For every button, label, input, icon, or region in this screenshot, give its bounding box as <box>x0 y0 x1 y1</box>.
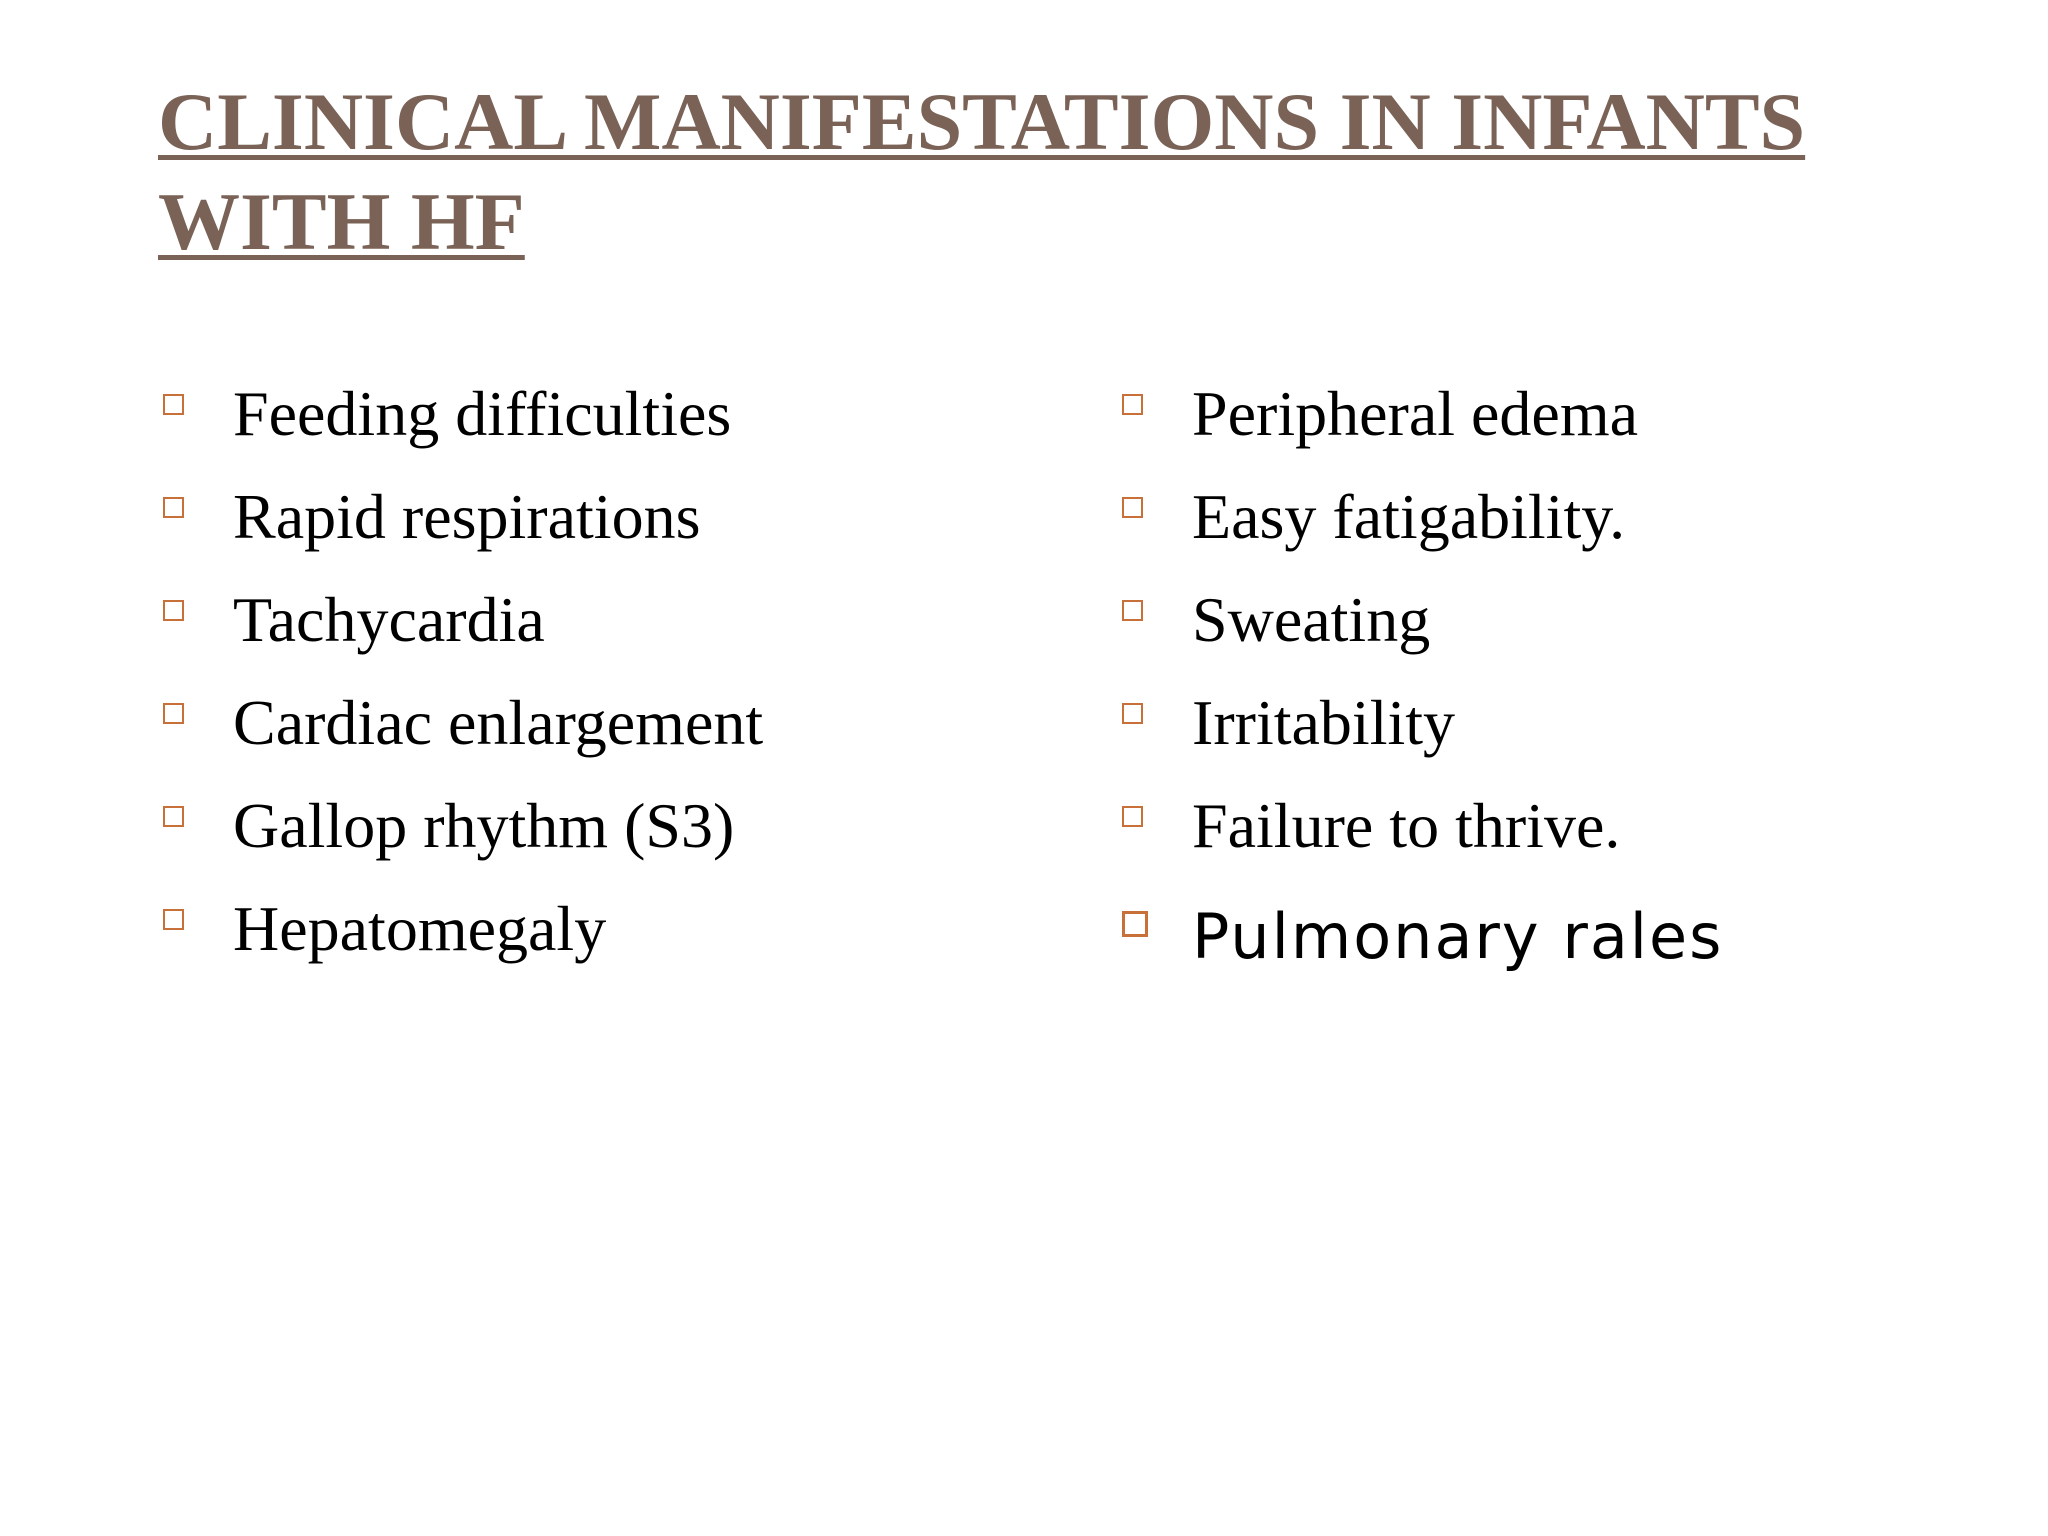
list-item-label: Peripheral edema <box>1192 378 1638 449</box>
list-item <box>158 877 1058 980</box>
list-item-label: Gallop rhythm (S3) <box>233 790 735 861</box>
list-item <box>1117 465 2017 568</box>
list-item-label: Cardiac enlargement <box>233 687 764 758</box>
square-bullet-icon <box>163 909 184 930</box>
list-item <box>158 568 1058 671</box>
list-item-label: Hepatomegaly <box>233 893 607 964</box>
list-item-label: Sweating <box>1192 584 1431 655</box>
square-bullet-icon <box>163 600 184 621</box>
list-item <box>158 465 1058 568</box>
right-bullet-list <box>1117 362 2017 997</box>
list-item <box>158 774 1058 877</box>
list-item <box>158 671 1058 774</box>
square-bullet-icon <box>1122 394 1143 415</box>
square-bullet-icon <box>1122 911 1148 937</box>
square-bullet-icon <box>1122 703 1143 724</box>
list-item <box>1117 362 2017 465</box>
list-item-label: Rapid respirations <box>233 481 701 552</box>
list-item <box>1117 568 2017 671</box>
list-item-label: Irritability <box>1192 687 1456 758</box>
square-bullet-icon <box>163 703 184 724</box>
square-bullet-icon <box>163 806 184 827</box>
list-item-label: Tachycardia <box>233 584 545 655</box>
square-bullet-icon <box>1122 600 1143 621</box>
square-bullet-icon <box>1122 806 1143 827</box>
list-item <box>1117 877 2017 997</box>
list-item <box>1117 774 2017 877</box>
list-item-label: Pulmonary rales <box>1192 900 1724 973</box>
list-item <box>158 362 1058 465</box>
slide-title: CLINICAL MANIFESTATIONS IN INFANTS WITH HF <box>158 76 1806 267</box>
left-bullet-list <box>158 362 1058 980</box>
square-bullet-icon <box>163 497 184 518</box>
list-item <box>1117 671 2017 774</box>
list-item-label: Failure to thrive. <box>1192 790 1621 861</box>
list-item-label: Feeding difficulties <box>233 378 732 449</box>
list-item-label: Easy fatigability. <box>1192 481 1626 552</box>
square-bullet-icon <box>1122 497 1143 518</box>
square-bullet-icon <box>163 394 184 415</box>
